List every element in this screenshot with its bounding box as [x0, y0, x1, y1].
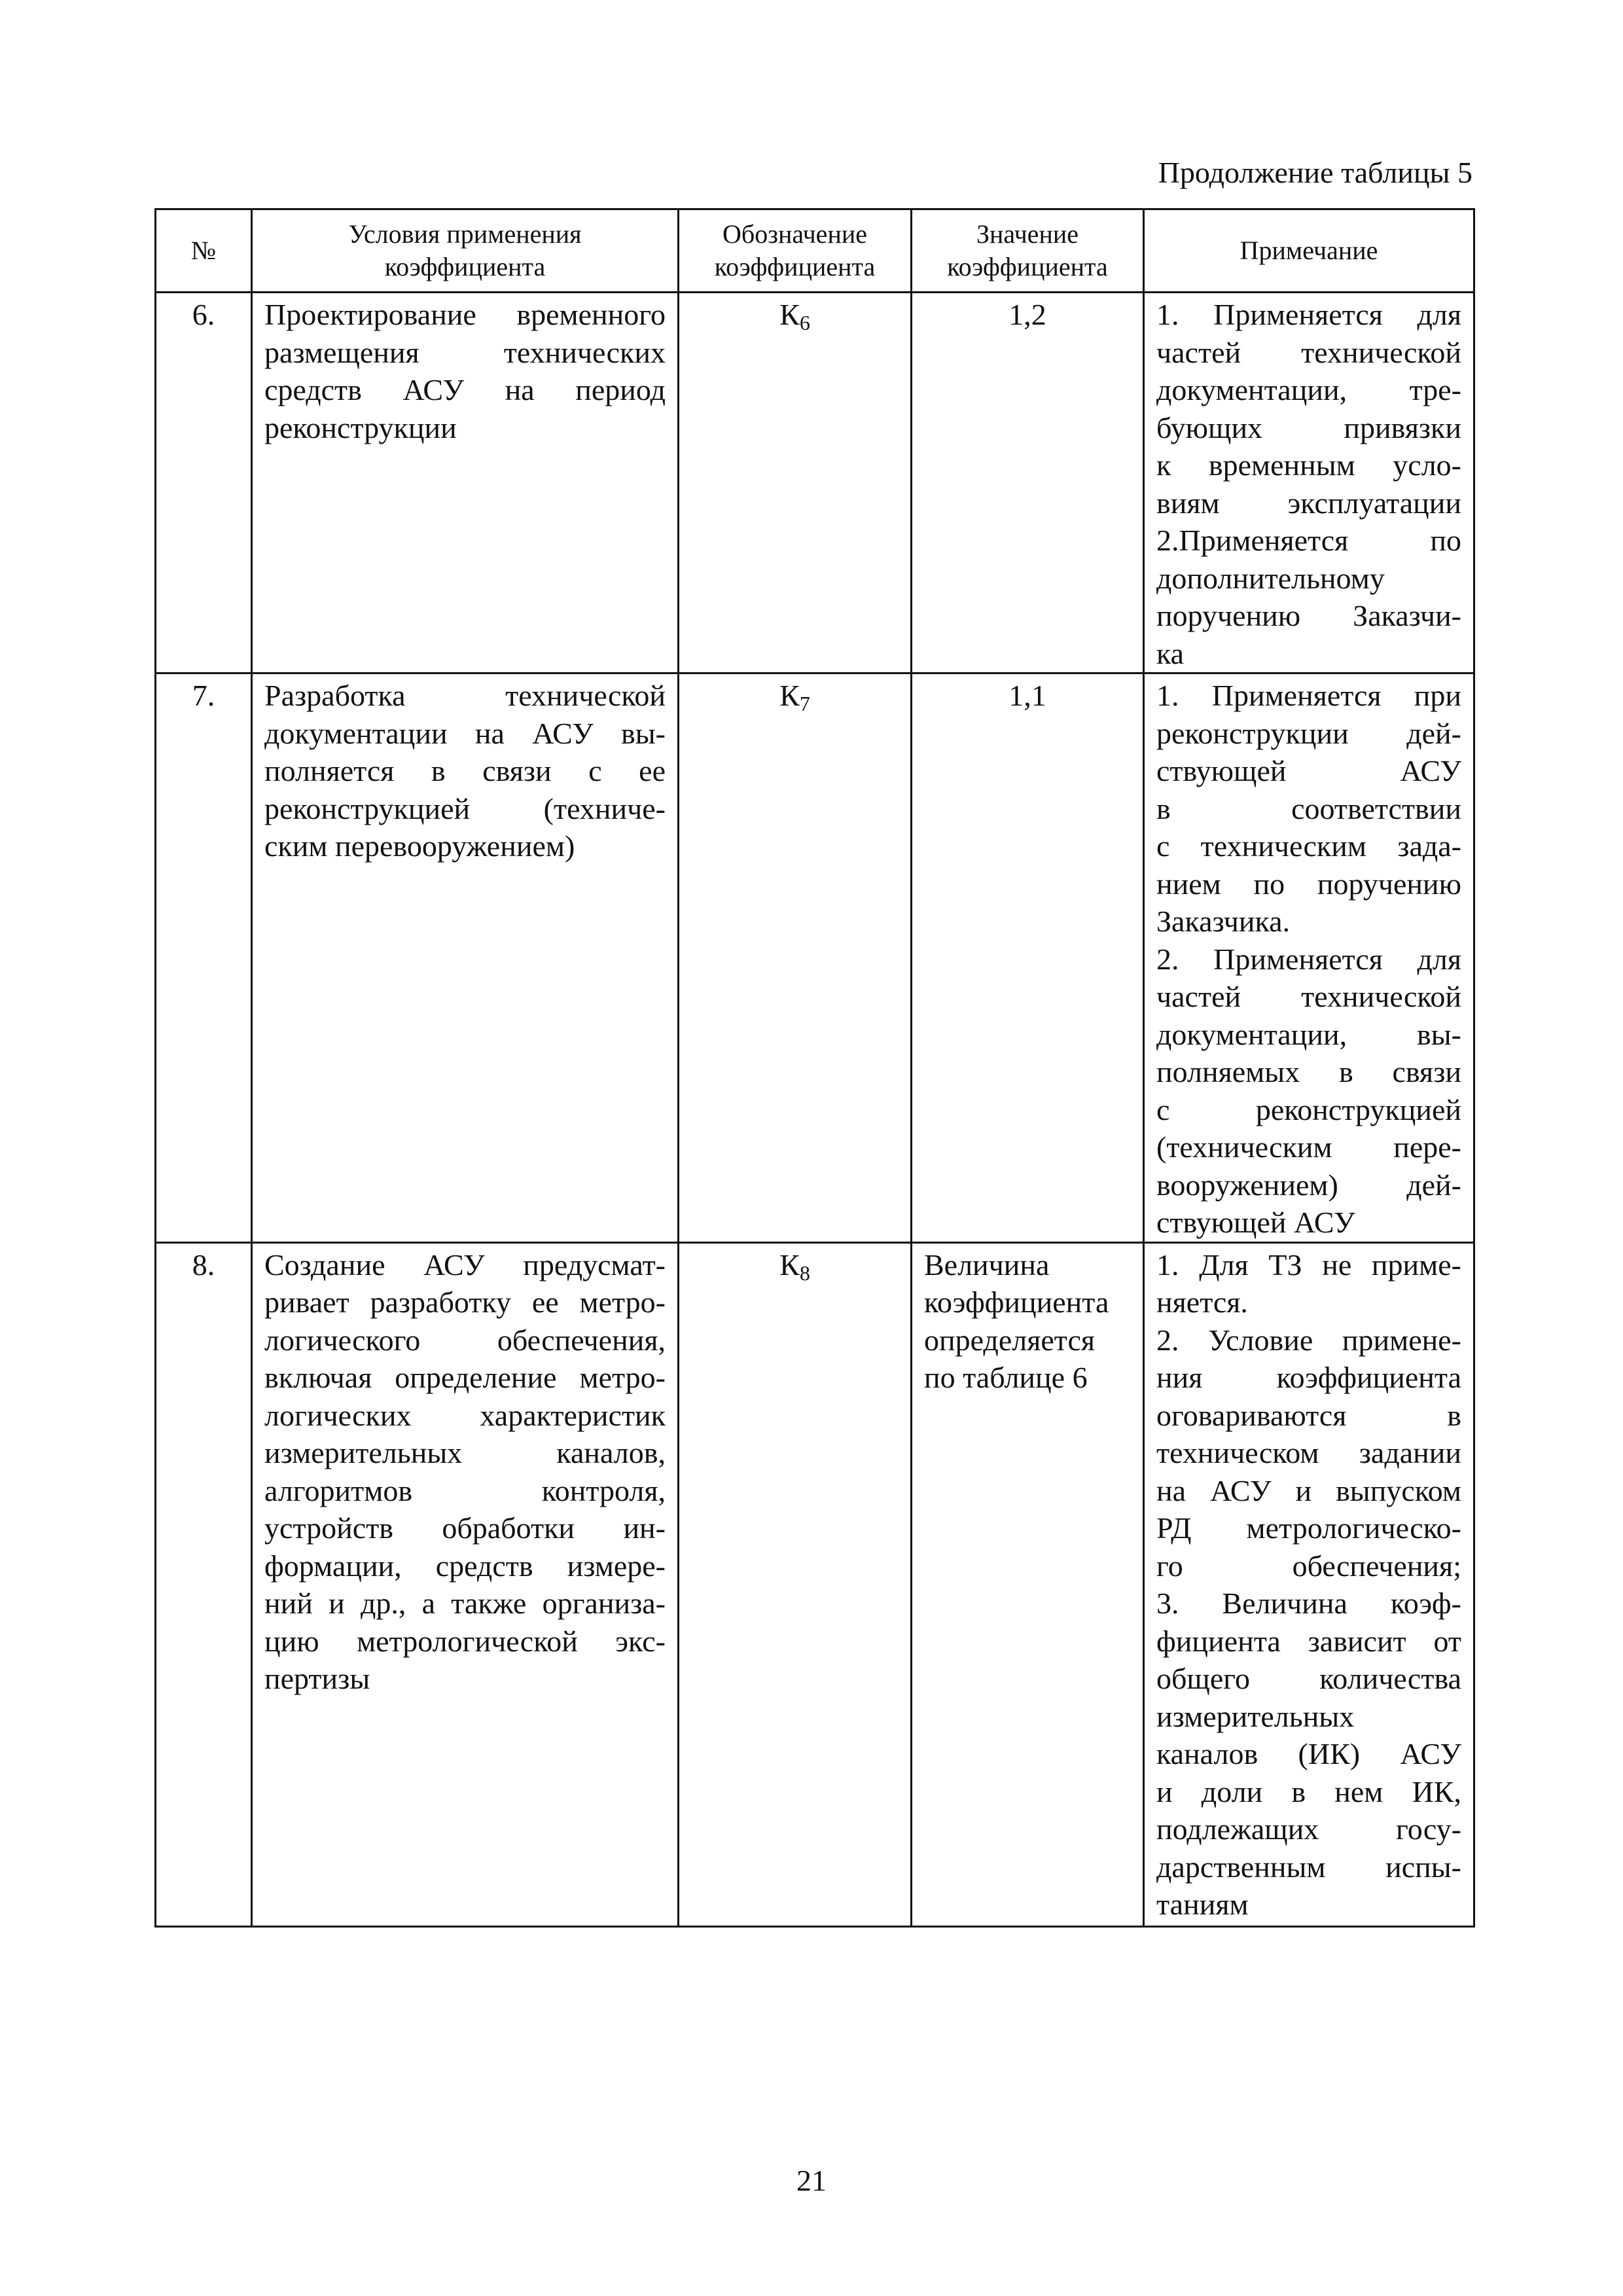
cell-line: поручению Заказчи-: [1156, 599, 1461, 632]
symbol-subscript: 8: [799, 1261, 810, 1285]
value-line: коэффициента: [924, 1285, 1109, 1319]
cell-line: цию метрологической экс-: [264, 1624, 666, 1658]
symbol-letter: К: [779, 679, 800, 712]
symbol-subscript: 7: [799, 692, 810, 715]
symbol-letter: К: [779, 1247, 800, 1282]
cell-line: дарственным испы-: [1156, 1850, 1461, 1884]
page-number: 21: [796, 2164, 827, 2197]
table-row: [156, 293, 1474, 673]
cell-line: полняемых в связи: [1156, 1055, 1461, 1088]
cell-line: таниям: [1156, 1888, 1249, 1921]
cell-line: документации, вы-: [1156, 1017, 1461, 1051]
cell-line: полняется в связи с ее: [264, 754, 666, 787]
header-note: Примечание: [1144, 209, 1474, 293]
table-row: [156, 1242, 1474, 1926]
cell-line: логических характеристик: [264, 1398, 666, 1432]
cell-num: [156, 293, 252, 673]
cell-line: средств АСУ на период: [264, 373, 666, 406]
cell-line: 1. Применяется для: [1156, 298, 1461, 331]
cell-line: ривает разработку ее метро-: [264, 1285, 666, 1319]
table-header-row: [156, 209, 1474, 293]
cell-line: частей технической: [1156, 980, 1461, 1013]
cell-line: ским перевооружением): [264, 829, 575, 863]
cell-line: 1. Применяется при: [1156, 679, 1461, 712]
cell-note: [1144, 673, 1474, 1243]
cell-line: подлежащих госу-: [1156, 1812, 1461, 1846]
cell-line: ствующей АСУ: [1156, 1206, 1355, 1239]
header-num: №: [156, 209, 252, 293]
cell-line: реконструкции: [264, 410, 457, 444]
cell-line: 2. Применяется для: [1156, 942, 1461, 976]
cell-line: с реконструкцией: [1156, 1092, 1461, 1126]
cell-line: 1. Для ТЗ не приме-: [1156, 1247, 1461, 1282]
row-number: 6.: [192, 298, 215, 331]
cell-line: 3. Величина коэф-: [1156, 1587, 1461, 1620]
cell-line: и доли в нем ИК,: [1156, 1774, 1461, 1808]
cell-line: измерительных: [1156, 1699, 1355, 1733]
cell-line: документации на АСУ вы-: [264, 716, 666, 750]
cell-line: техническом задании: [1156, 1436, 1461, 1469]
cell-line: оговариваются в: [1156, 1398, 1461, 1432]
cell-line: пертизы: [264, 1662, 370, 1695]
cell-line: 2. Условие примене-: [1156, 1323, 1461, 1357]
coefficient-table: [154, 208, 1475, 1928]
cell-symbol: [679, 1242, 912, 1926]
value-line: 1,2: [1008, 298, 1046, 331]
cell-value: [912, 673, 1144, 1243]
cell-line: частей технической: [1156, 335, 1461, 369]
cell-line: бующих привязки: [1156, 410, 1461, 444]
cell-line: на АСУ и выпуском: [1156, 1473, 1461, 1507]
cell-value: [912, 293, 1144, 673]
cell-line: дополнительному: [1156, 561, 1385, 595]
cell-line: каналов (ИК) АСУ: [1156, 1737, 1461, 1770]
cell-line: нием по поручению: [1156, 867, 1461, 901]
cell-condition: [252, 1242, 679, 1926]
symbol-letter: К: [779, 298, 800, 331]
cell-line: виям эксплуатации: [1156, 486, 1461, 520]
cell-line: устройств обработки ин-: [264, 1511, 666, 1545]
cell-line: Создание АСУ предусмат-: [264, 1247, 666, 1282]
value-line: определяется: [924, 1323, 1096, 1357]
cell-symbol: [679, 673, 912, 1243]
cell-line: логического обеспечения,: [264, 1323, 666, 1357]
cell-line: с техническим зада-: [1156, 829, 1461, 863]
value-line: Величина: [924, 1247, 1050, 1282]
cell-line: вооружением) дей-: [1156, 1168, 1461, 1202]
cell-line: няется.: [1156, 1285, 1248, 1319]
cell-line: к временным усло-: [1156, 448, 1461, 482]
cell-line: размещения технических: [264, 335, 666, 369]
cell-line: Разработка технической: [264, 679, 666, 712]
cell-line: фициента зависит от: [1156, 1624, 1461, 1658]
header-value: Значение коэффициента: [912, 209, 1144, 293]
value-line: 1,1: [1008, 679, 1046, 712]
row-number: 7.: [192, 679, 215, 712]
cell-line: ния коэффициента: [1156, 1361, 1461, 1394]
cell-line: (техническим пере-: [1156, 1130, 1461, 1164]
header-symbol: Обозначение коэффициента: [679, 209, 912, 293]
table-caption: Продолжение таблицы 5: [1158, 156, 1472, 189]
cell-note: [1144, 293, 1474, 673]
symbol-subscript: 6: [799, 311, 810, 334]
cell-line: 2.Применяется по: [1156, 524, 1461, 557]
cell-line: РД метрологическо-: [1156, 1511, 1461, 1545]
cell-line: включая определение метро-: [264, 1361, 666, 1394]
cell-line: реконструкцией (техниче-: [264, 791, 666, 825]
cell-line: реконструкции дей-: [1156, 716, 1461, 750]
cell-line: ствующей АСУ: [1156, 754, 1461, 787]
cell-note: [1144, 1242, 1474, 1926]
cell-value: [912, 1242, 1144, 1926]
table-row: [156, 673, 1474, 1243]
cell-line: ний и др., а также организа-: [264, 1587, 666, 1620]
cell-num: [156, 1242, 252, 1926]
value-line: по таблице 6: [924, 1361, 1088, 1394]
cell-line: в соответствии: [1156, 791, 1461, 825]
cell-line: документации, тре-: [1156, 373, 1461, 406]
cell-line: алгоритмов контроля,: [264, 1473, 666, 1507]
cell-line: измерительных каналов,: [264, 1436, 666, 1469]
cell-line: Заказчика.: [1156, 905, 1291, 938]
cell-symbol: [679, 293, 912, 673]
cell-condition: [252, 673, 679, 1243]
row-number: 8.: [192, 1247, 215, 1282]
cell-num: [156, 673, 252, 1243]
cell-line: формации, средств измере-: [264, 1549, 666, 1583]
cell-line: общего количества: [1156, 1662, 1461, 1695]
cell-line: Проектирование временного: [264, 298, 666, 331]
cell-condition: [252, 293, 679, 673]
cell-line: ка: [1156, 636, 1185, 670]
cell-line: го обеспечения;: [1156, 1549, 1461, 1583]
header-condition: Условия применения коэффициента: [252, 209, 679, 293]
